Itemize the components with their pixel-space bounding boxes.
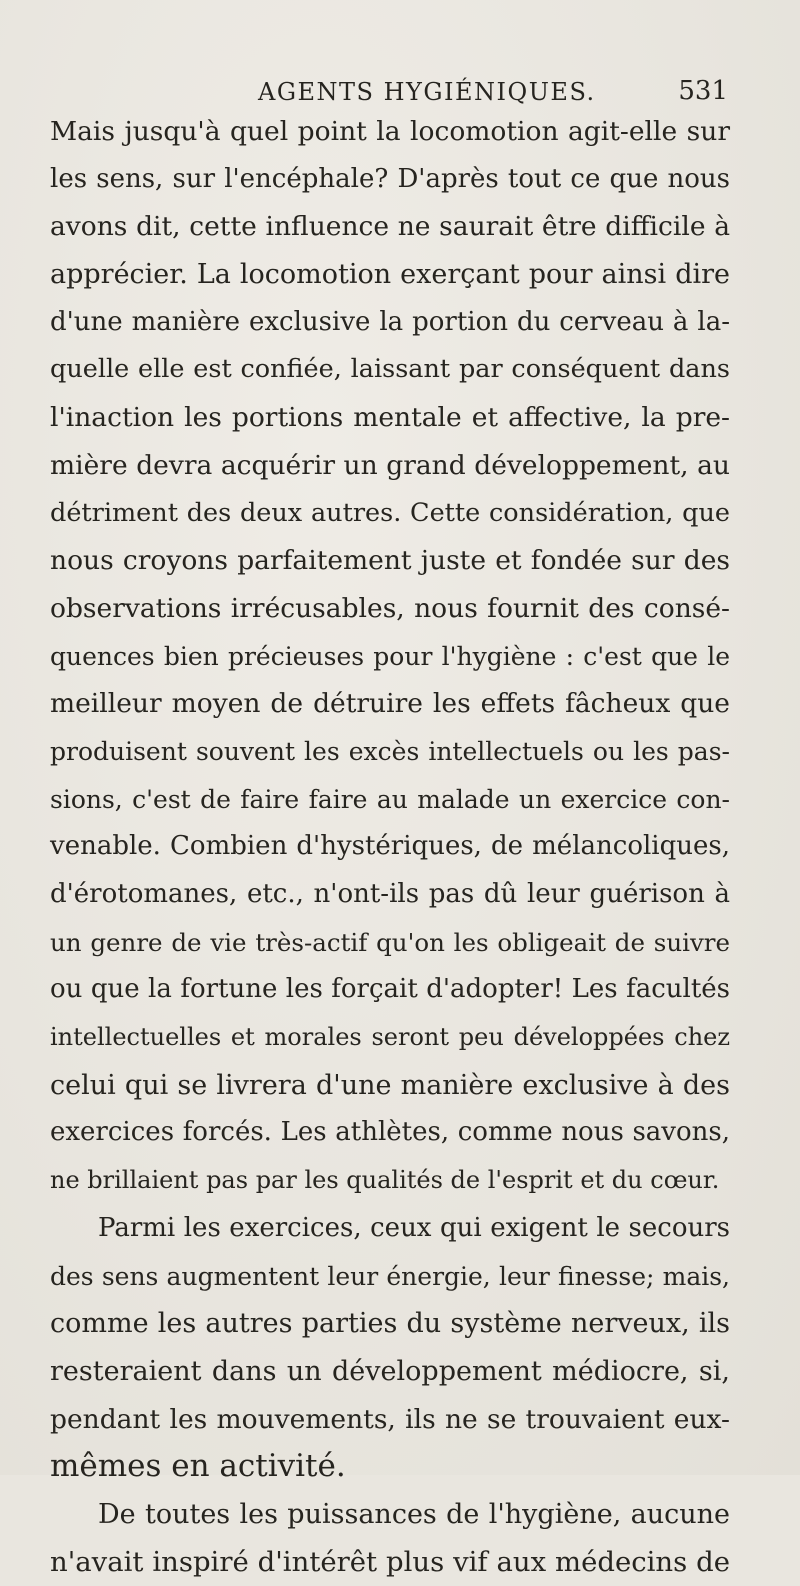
- body-text: [50, 108, 730, 1586]
- text-line: celui qui se livrera d'une manière exclusive à des: [50, 1069, 730, 1101]
- text-line: ne brillaient pas par les qualités de l'esprit et du cœur.: [50, 1166, 720, 1195]
- text-line: n'avait inspiré d'intérêt plus vif aux médecins de: [50, 1545, 730, 1578]
- text-line: pendant les mouvements, ils ne se trouvaient eux-: [50, 1403, 730, 1435]
- text-line: quences bien précieuses pour l'hygiène : c'est que le: [50, 641, 730, 671]
- text-line: comme les autres parties du système nerveux, ils: [50, 1308, 730, 1340]
- text-line: détriment des deux autres. Cette considération, que: [50, 497, 730, 528]
- running-head: AGENTS HYGIÉNIQUES.: [258, 78, 596, 106]
- text-line: les sens, sur l'encéphale? D'après tout ce que nous: [50, 163, 730, 194]
- text-line: des sens augmentent leur énergie, leur finesse; mais,: [50, 1261, 730, 1291]
- text-line: Mais jusqu'à quel point la locomotion agit-elle sur: [50, 116, 730, 147]
- text-line: mière devra acquérir un grand développement, au: [50, 449, 730, 481]
- paragraph-start-line: Parmi les exercices, ceux qui exigent le secours: [98, 1212, 730, 1243]
- text-line: l'inaction les portions mentale et affective, la pre-: [50, 402, 730, 434]
- text-line: quelle elle est confiée, laissant par conséquent dans: [50, 354, 730, 385]
- text-line: un genre de vie très-actif qu'on les obligeait de suivre: [50, 927, 730, 957]
- text-line: nous croyons parfaitement juste et fondée sur des: [50, 545, 730, 577]
- text-line: meilleur moyen de détruire les effets fâcheux que: [50, 688, 730, 720]
- text-line: ou que la fortune les forçait d'adopter! Les facultés: [50, 974, 730, 1005]
- text-line: d'érotomanes, etc., n'ont-ils pas dû leur guérison à: [50, 879, 730, 909]
- text-line: exercices forcés. Les athlètes, comme nous savons,: [50, 1117, 730, 1148]
- text-line: observations irrécusables, nous fournit des consé-: [50, 592, 730, 624]
- paragraph-start-line: De toutes les puissances de l'hygiène, aucune: [98, 1498, 730, 1530]
- text-line: venable. Combien d'hystériques, de mélancoliques,: [50, 831, 730, 862]
- text-line: resteraient dans un développement médiocre, si,: [50, 1355, 730, 1387]
- text-line: mêmes en activité.: [50, 1448, 346, 1485]
- text-line: apprécier. La locomotion exerçant pour ainsi dire: [50, 259, 730, 291]
- text-line: d'une manière exclusive la portion du cerveau à la-: [50, 306, 730, 337]
- text-line: sions, c'est de faire faire au malade un exercice con-: [50, 784, 730, 814]
- text-line: produisent souvent les excès intellectuels ou les pas-: [50, 736, 730, 766]
- page-header: [258, 78, 728, 112]
- text-line: avons dit, cette influence ne saurait être difficile à: [50, 211, 730, 243]
- text-line: intellectuelles et morales seront peu développées chez: [50, 1023, 730, 1052]
- page-number: 531: [678, 76, 728, 106]
